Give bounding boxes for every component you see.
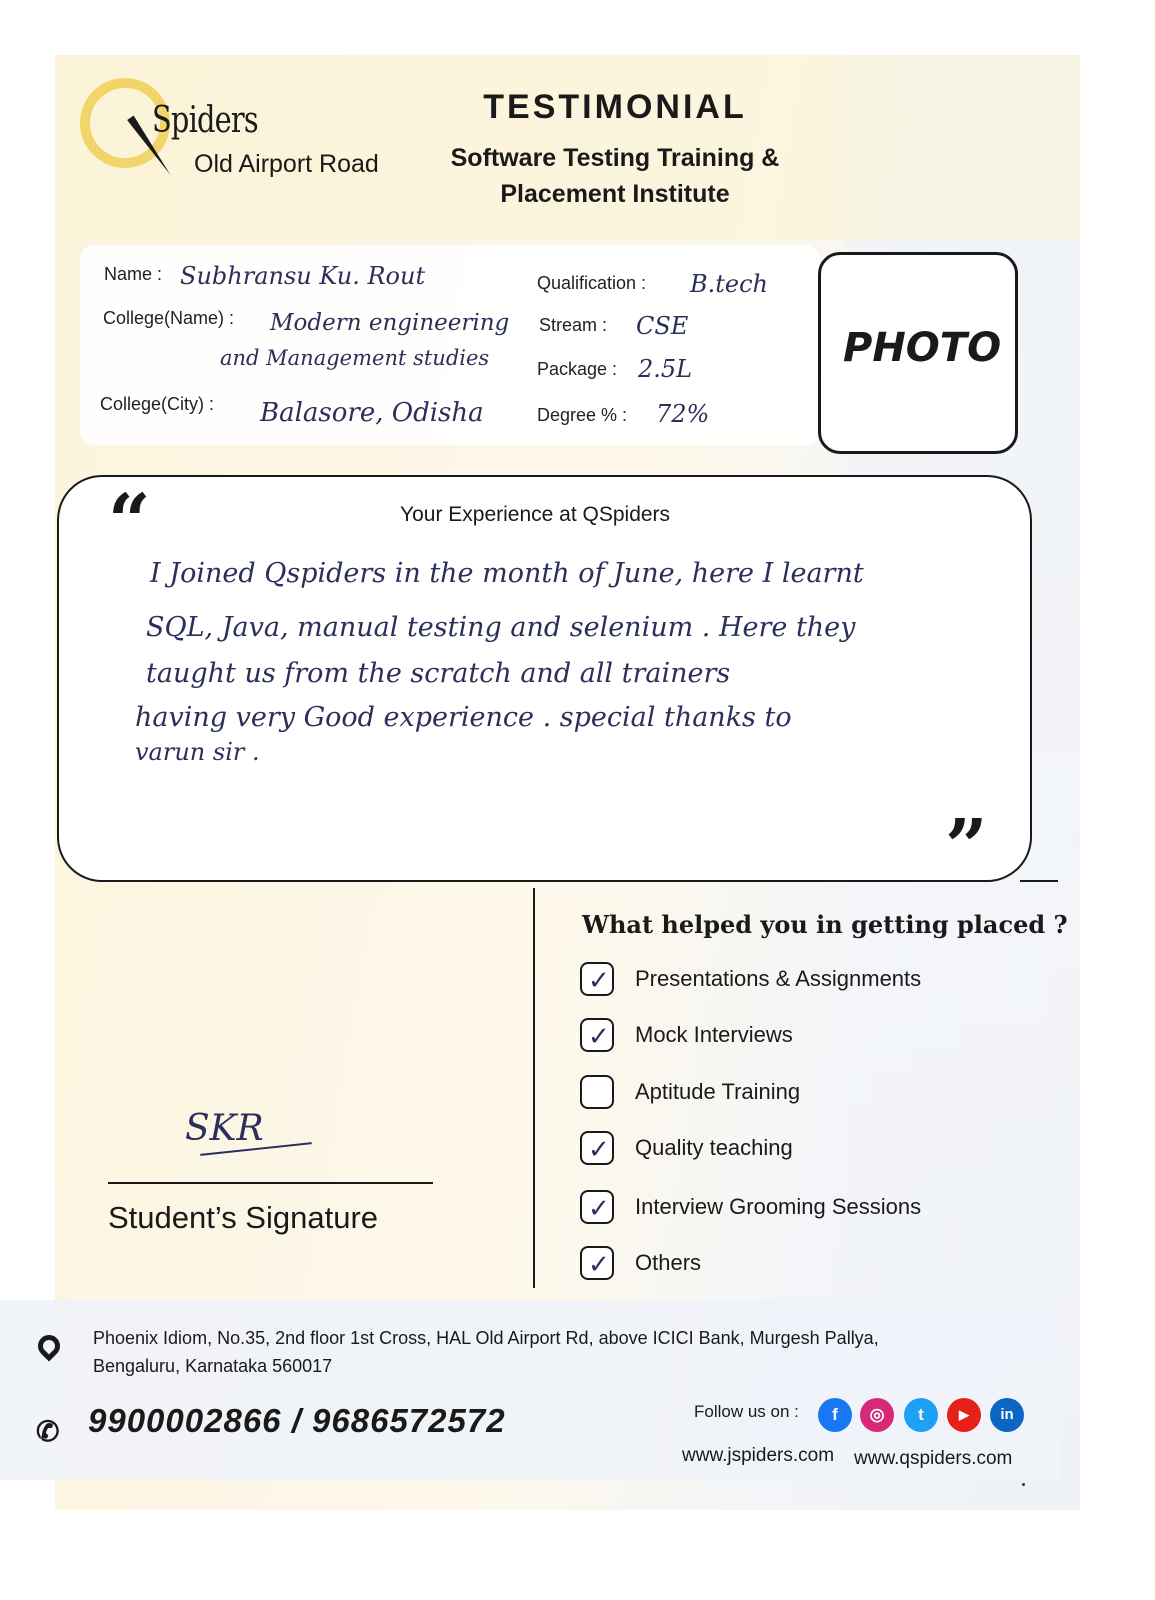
experience-line: SQL, Java, manual testing and selenium . Here they bbox=[146, 612, 856, 643]
experience-title: Your Experience at QSpiders bbox=[400, 503, 671, 526]
open-quote-icon: “ bbox=[108, 479, 151, 565]
website-qspiders-link[interactable]: www.qspiders.com bbox=[854, 1448, 1013, 1469]
college-name-value-line2: and Management studies bbox=[220, 346, 490, 370]
experience-line: I Joined Qspiders in the month of June, here I learnt bbox=[150, 558, 864, 589]
stream-value: CSE bbox=[636, 312, 689, 340]
check-icon: ✓ bbox=[588, 1135, 610, 1165]
phone-icon: ✆ bbox=[36, 1416, 60, 1447]
package-value: 2.5L bbox=[638, 355, 693, 383]
qualification-label: Qualification : bbox=[537, 273, 647, 293]
checkbox[interactable] bbox=[580, 962, 614, 996]
name-label: Name : bbox=[104, 264, 163, 284]
option-label: Others bbox=[635, 1250, 702, 1275]
youtube-icon[interactable]: ▶ bbox=[947, 1398, 981, 1432]
twitter-icon[interactable]: t bbox=[904, 1398, 938, 1432]
check-icon: ✓ bbox=[588, 1022, 610, 1052]
experience-line: taught us from the scratch and all trainers bbox=[146, 658, 731, 689]
divider bbox=[533, 888, 535, 1288]
option-label: Interview Grooming Sessions bbox=[635, 1194, 922, 1219]
branch-name: Old Airport Road bbox=[194, 150, 379, 178]
check-icon: ✓ bbox=[588, 1194, 610, 1224]
linkedin-icon[interactable]: in bbox=[990, 1398, 1024, 1432]
college-city-label: College(City) : bbox=[100, 394, 215, 414]
close-quote-icon: ” bbox=[945, 804, 988, 890]
placement-help-question: What helped you in getting placed ? bbox=[582, 910, 1068, 939]
document-title: TESTIMONIAL bbox=[483, 88, 747, 126]
checkbox[interactable] bbox=[580, 1018, 614, 1052]
check-icon: ✓ bbox=[588, 1250, 610, 1280]
name-value: Subhransu Ku. Rout bbox=[180, 262, 426, 290]
institute-tagline-line1: Software Testing Training & bbox=[450, 144, 780, 172]
instagram-icon[interactable]: ◎ bbox=[860, 1398, 894, 1432]
student-signature: SKR bbox=[185, 1108, 264, 1149]
option-label: Aptitude Training bbox=[635, 1079, 801, 1104]
college-city-value: Balasore, Odisha bbox=[260, 398, 484, 428]
signature-label: Student’s Signature bbox=[108, 1200, 379, 1235]
scan-speck bbox=[1022, 1483, 1025, 1486]
degree-percent-label: Degree % : bbox=[537, 405, 628, 425]
checkbox[interactable] bbox=[580, 1190, 614, 1224]
option-label: Presentations & Assignments bbox=[635, 966, 922, 991]
follow-us-label: Follow us on : bbox=[694, 1402, 799, 1421]
experience-line: varun sir . bbox=[135, 738, 260, 766]
logo-text: Spiders bbox=[152, 100, 258, 141]
address-line1: Phoenix Idiom, No.35, 2nd floor 1st Cross, HAL Old Airport Rd, above ICICI Bank, Murgesh Pallya, bbox=[93, 1328, 879, 1348]
phone-numbers: 9900002866 / 9686572572 bbox=[88, 1402, 506, 1439]
package-label: Package : bbox=[537, 359, 618, 379]
photo-placeholder-label: PHOTO bbox=[843, 325, 1002, 371]
signature-line bbox=[108, 1182, 433, 1184]
website-jspiders-link[interactable]: www.jspiders.com bbox=[682, 1445, 835, 1466]
check-icon: ✓ bbox=[588, 966, 610, 996]
option-label: Quality teaching bbox=[635, 1135, 793, 1160]
experience-line: having very Good experience . special thanks to bbox=[135, 702, 792, 733]
option-label: Mock Interviews bbox=[635, 1022, 793, 1047]
checkbox[interactable] bbox=[580, 1131, 614, 1165]
checkbox[interactable] bbox=[580, 1075, 614, 1109]
divider bbox=[1020, 880, 1058, 882]
college-name-value-line1: Modern engineering bbox=[270, 310, 510, 336]
facebook-icon[interactable]: f bbox=[818, 1398, 852, 1432]
checkbox[interactable] bbox=[580, 1246, 614, 1280]
degree-percent-value: 72% bbox=[656, 400, 710, 428]
institute-tagline-line2: Placement Institute bbox=[500, 180, 730, 208]
college-name-label: College(Name) : bbox=[103, 308, 235, 328]
address-line2: Bengaluru, Karnataka 560017 bbox=[93, 1356, 333, 1376]
qualification-value: B.tech bbox=[690, 270, 769, 298]
stream-label: Stream : bbox=[539, 315, 608, 335]
